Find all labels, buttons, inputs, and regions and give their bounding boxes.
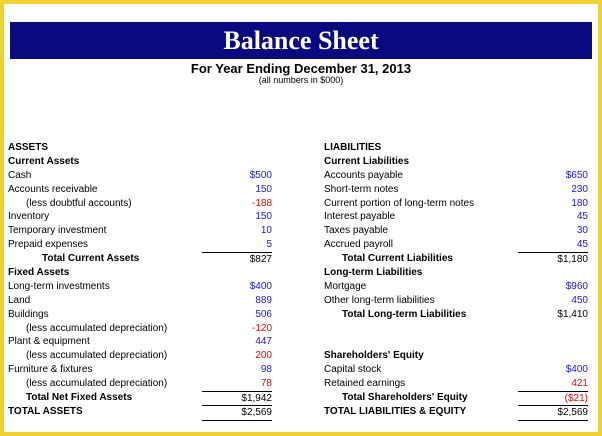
liability-value: $650: [565, 169, 588, 181]
total-current-assets-row: [8, 252, 272, 266]
total-fixed-assets-value: $1,942: [202, 391, 272, 406]
total-current-liabilities-row: [324, 252, 588, 266]
liability-row: [324, 197, 588, 211]
total-fixed-assets-label: Total Net Fixed Assets: [26, 392, 133, 404]
total-liabilities-equity-value: $2,569: [518, 405, 588, 421]
balance-sheet: [4, 4, 598, 432]
spacer-row: [324, 335, 588, 349]
liability-label: Short-term notes: [324, 183, 399, 195]
fixed-asset-label: Furniture & fixtures: [8, 364, 93, 376]
asset-row: [8, 238, 272, 252]
total-longterm-liabilities-label: Total Long-term Liabilities: [342, 308, 467, 320]
fixed-assets-heading-row: [8, 266, 272, 280]
liability-label: Accrued payroll: [324, 239, 393, 251]
asset-row: [8, 169, 272, 183]
fixed-asset-label: Long-term investments: [8, 280, 110, 292]
fixed-asset-value: 78: [260, 378, 272, 390]
fixed-asset-value: $400: [249, 280, 272, 292]
liability-value: 180: [571, 197, 588, 209]
equity-heading-row: [324, 349, 588, 363]
liabilities-column: [324, 141, 588, 419]
asset-row: [8, 197, 272, 211]
fixed-asset-row: [8, 335, 272, 349]
spacer-row: [324, 322, 588, 336]
total-current-assets-label: Total Current Assets: [42, 253, 140, 265]
longterm-liability-row: [324, 294, 588, 308]
liability-value: 30: [576, 225, 588, 237]
liability-value: 230: [571, 183, 588, 195]
fixed-asset-value: 506: [255, 308, 272, 320]
fixed-asset-label: Buildings: [8, 308, 49, 320]
fixed-asset-label: (less accumulated depreciation): [26, 350, 168, 362]
liabilities-heading-row: [324, 141, 588, 155]
asset-value: -188: [251, 197, 272, 209]
longterm-liabilities-heading: Long-term Liabilities: [324, 267, 423, 279]
liability-value: 45: [576, 239, 588, 251]
fixed-asset-row: [8, 349, 272, 363]
asset-row: [8, 224, 272, 238]
fixed-asset-row: [8, 308, 272, 322]
liability-row: [324, 238, 588, 252]
liability-label: Taxes payable: [324, 225, 388, 237]
asset-label: Temporary investment: [8, 225, 107, 237]
total-liabilities-equity-label: TOTAL LIABILITIES & EQUITY: [324, 405, 467, 417]
liability-row: [324, 169, 588, 183]
liability-label: Accounts payable: [324, 169, 403, 181]
liability-value: 45: [576, 211, 588, 223]
asset-label: Accounts receivable: [8, 183, 98, 195]
equity-row: [324, 363, 588, 377]
assets-heading: ASSETS: [8, 142, 49, 153]
fixed-asset-value: 447: [255, 336, 272, 348]
fixed-asset-value: 200: [255, 350, 272, 362]
asset-value: 150: [255, 183, 272, 195]
current-assets-heading-row: [8, 155, 272, 169]
fixed-asset-label: Land: [8, 294, 31, 306]
total-current-assets-value: $827: [202, 252, 272, 267]
total-assets-label: TOTAL ASSETS: [8, 405, 83, 417]
assets-heading-row: [8, 141, 272, 155]
asset-value: 150: [255, 211, 272, 223]
longterm-liability-row: [324, 280, 588, 294]
total-current-liabilities-value: $1,180: [518, 252, 588, 267]
fixed-asset-value: 889: [255, 294, 272, 306]
equity-value: $400: [565, 364, 588, 376]
page-subtitle: For Year Ending December 31, 2013: [190, 61, 412, 76]
total-equity-row: [324, 391, 588, 405]
total-longterm-liabilities-value: $1,410: [557, 308, 588, 320]
longterm-liabilities-heading-row: [324, 266, 588, 280]
total-current-liabilities-label: Total Current Liabilities: [342, 253, 453, 265]
total-longterm-liabilities-row: [324, 308, 588, 322]
liability-row: [324, 210, 588, 224]
units-note: (all numbers in $000): [258, 75, 344, 85]
current-liabilities-heading: Current Liabilities: [324, 155, 410, 167]
liability-label: Interest payable: [324, 211, 396, 223]
equity-label: Retained earnings: [324, 378, 406, 390]
assets-column: [8, 141, 272, 419]
liability-row: [324, 183, 588, 197]
fixed-asset-value: 98: [260, 364, 272, 376]
asset-value: 10: [260, 225, 272, 237]
asset-row: [8, 183, 272, 197]
fixed-asset-row: [8, 377, 272, 391]
longterm-liability-label: Mortgage: [324, 280, 367, 292]
total-assets-value: $2,569: [202, 405, 272, 421]
total-liabilities-equity-row: [324, 405, 588, 419]
total-equity-value: ($21): [518, 391, 588, 406]
equity-row: [324, 377, 588, 391]
longterm-liability-value: $960: [565, 280, 588, 292]
page-title: Balance Sheet: [10, 22, 592, 59]
asset-label: Prepaid expenses: [8, 239, 89, 251]
liabilities-heading: LIABILITIES: [324, 142, 382, 153]
fixed-asset-row: [8, 363, 272, 377]
fixed-asset-value: -120: [251, 322, 272, 334]
longterm-liability-value: 450: [571, 294, 588, 306]
fixed-asset-label: (less accumulated depreciation): [26, 322, 168, 334]
asset-value: $500: [249, 169, 272, 181]
asset-value: 5: [266, 239, 272, 251]
asset-row: [8, 210, 272, 224]
equity-value: 421: [571, 378, 588, 390]
asset-label: Inventory: [8, 211, 50, 223]
fixed-assets-heading: Fixed Assets: [8, 267, 70, 279]
fixed-asset-row: [8, 280, 272, 294]
current-assets-heading: Current Assets: [8, 155, 80, 167]
fixed-asset-label: Plant & equipment: [8, 336, 90, 348]
fixed-asset-row: [8, 294, 272, 308]
asset-label: (less doubtful accounts): [26, 197, 132, 209]
equity-heading: Shareholders' Equity: [324, 350, 424, 362]
equity-label: Capital stock: [324, 364, 382, 376]
fixed-asset-label: (less accumulated depreciation): [26, 378, 168, 390]
liability-label: Current portion of long-term notes: [324, 197, 475, 209]
longterm-liability-label: Other long-term liabilities: [324, 294, 435, 306]
liability-row: [324, 224, 588, 238]
asset-label: Cash: [8, 169, 32, 181]
fixed-asset-row: [8, 322, 272, 336]
total-equity-label: Total Shareholders' Equity: [342, 392, 468, 404]
total-assets-row: [8, 405, 272, 419]
current-liabilities-heading-row: [324, 155, 588, 169]
total-fixed-assets-row: [8, 391, 272, 405]
